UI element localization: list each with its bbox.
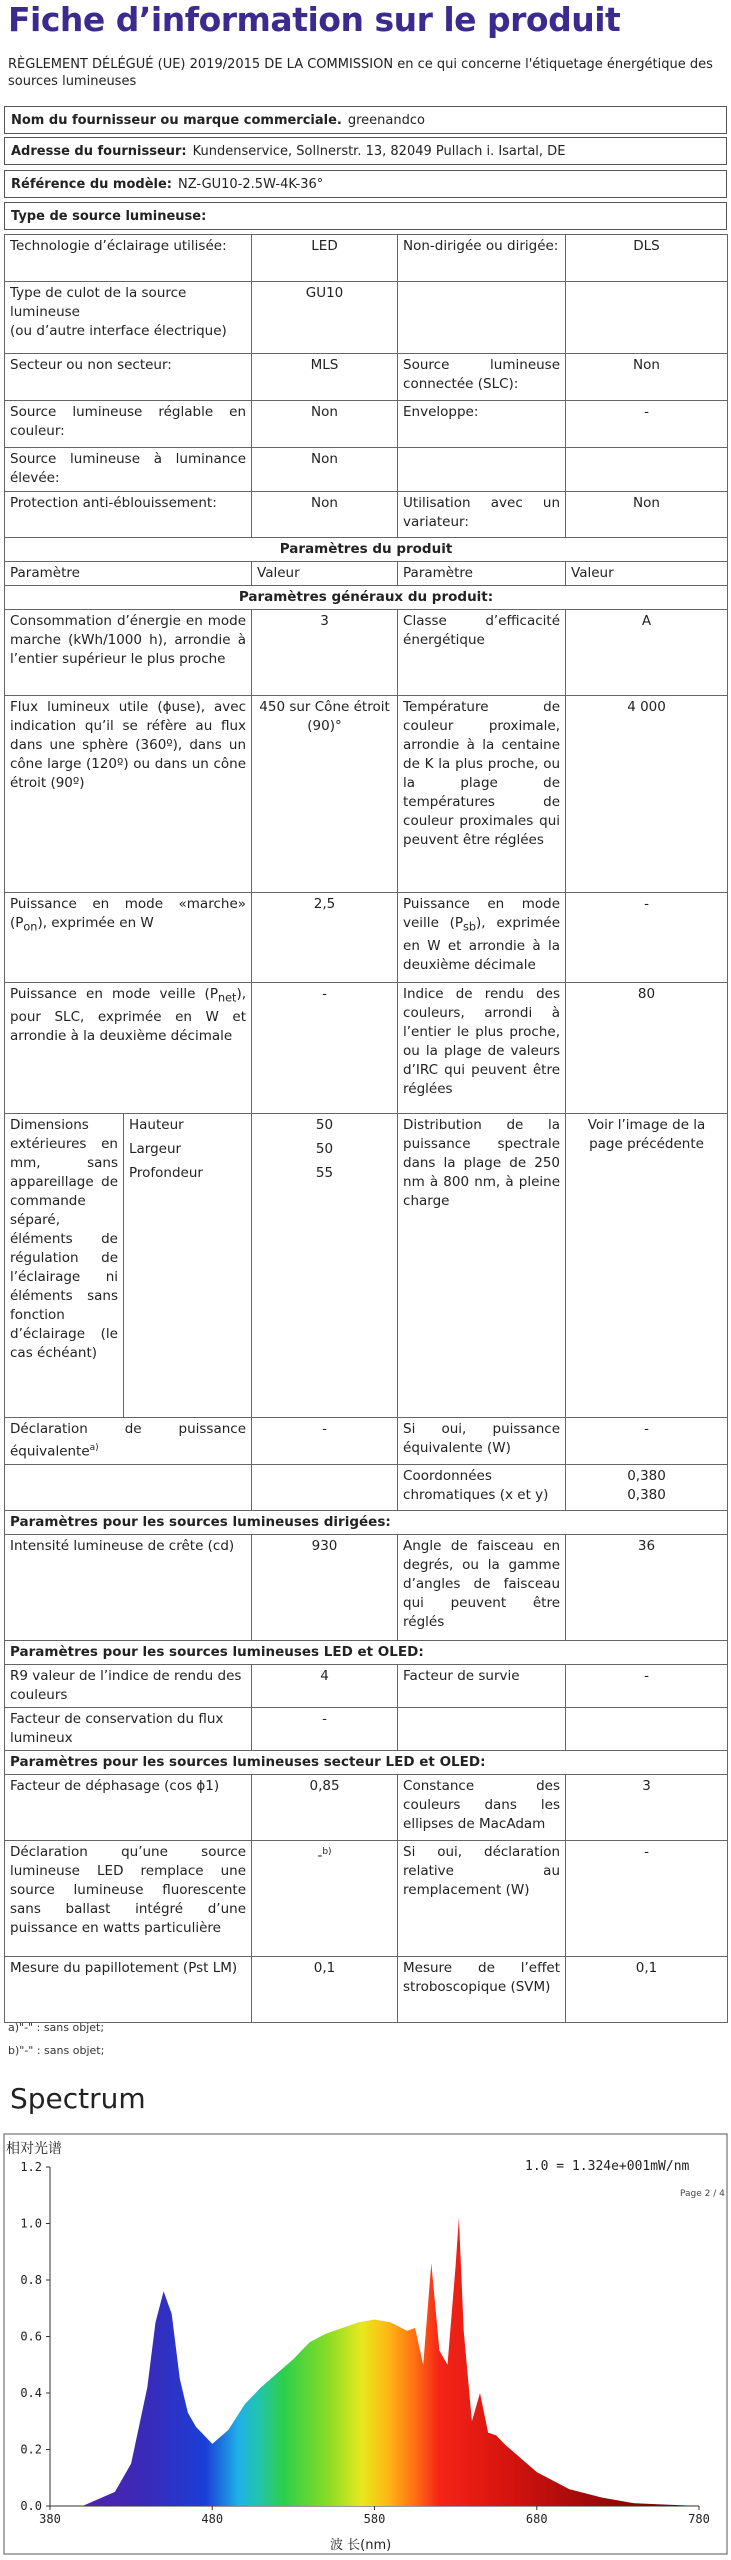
regulation-subtitle: RÈGLEMENT DÉLÉGUÉ (UE) 2019/2015 DE LA COMMISSION en ce qui concerne l'étiquetage énergétique des sources lumineuses [8, 57, 713, 89]
dimensions-label: Dimensions extérieures en mm, sans appareillage de commande séparé, éléments de régulation de l’éclairage ni éléments sans fonction d’éclairage (le cas échéant) [5, 1114, 124, 1418]
replacement-w-label: Si oui, déclaration relative au remplacement (W) [398, 1841, 566, 1957]
width-label: Largeur [124, 1138, 252, 1162]
y-tick-label: 0.6 [20, 2329, 42, 2344]
col-header-value: Valeur [252, 562, 398, 586]
empty-cell [5, 1465, 252, 1511]
empty-cell [566, 1708, 728, 1751]
spec-table [4, 234, 728, 2023]
color-value: Non [252, 401, 398, 448]
hl-value: Non [252, 448, 398, 492]
replacement-label: Déclaration qu’une source lumineuse LED remplace une source lumineuse fluorescente sans ballast intégré d’une puissance en watts particulière [5, 1841, 252, 1957]
width-value: 50 [252, 1138, 398, 1162]
tech-label: Technologie d’éclairage utilisée: [5, 235, 252, 282]
page-title: Fiche d’information sur le produit [8, 0, 621, 39]
led-header: Paramètres pour les sources lumineuses LED et OLED: [5, 1641, 728, 1665]
general-header: Paramètres généraux du produit: [5, 586, 728, 610]
efficiency-class-value: A [566, 610, 728, 696]
y-tick-label: 1.0 [20, 2216, 42, 2231]
beam-angle-label: Angle de faisceau en degrés, ou la gamme d’angles de faisceau qui peuvent être réglés [398, 1535, 566, 1641]
r9-label: R9 valeur de l’indice de rendu des couleurs [5, 1665, 252, 1708]
y-tick-label: 0.4 [20, 2386, 42, 2400]
tech-value: LED [252, 235, 398, 282]
x-tick-label: 580 [363, 2512, 386, 2526]
equiv-label: Déclaration de puissance équivalente$^{a)}$ [5, 1418, 252, 1465]
footnote-b: b)"-" : sans objet; [8, 2044, 105, 2057]
equivw-label: Si oui, puissance équivalente (W) [398, 1418, 566, 1465]
power-factor-value: 0,85 [252, 1775, 398, 1841]
empty-cell [566, 448, 728, 492]
glare-label: Protection anti-éblouissement: [5, 492, 252, 538]
empty-cell [566, 282, 728, 354]
flicker-label: Mesure du papillotement (Pst LM) [5, 1957, 252, 2023]
y-tick-label: 0.0 [20, 2499, 42, 2513]
x-tick-label: 780 [688, 2512, 710, 2526]
hl-label: Source lumineuse à luminance élevée: [5, 448, 252, 492]
dim-label: Utilisation avec un variateur: [398, 492, 566, 538]
xy-label: Coordonnées chromatiques (x et y) [398, 1465, 566, 1511]
col-header-param2: Paramètre [398, 562, 566, 586]
cri-label: Indice de rendu des couleurs, arrondi à l’entier le plus proche, ou la plage de valeurs d’IRC qui peuvent être réglées [398, 983, 566, 1114]
height-value: 50 [252, 1114, 398, 1138]
stroboscopic-value: 0,1 [566, 1957, 728, 2023]
params-header: Paramètres du produit [5, 538, 728, 562]
cap-label: Type de culot de la source lumineuse (ou d’autre interface électrique) [5, 282, 252, 354]
x-axis-label: 波 长(nm) [330, 2538, 392, 2553]
spd-value: Voir l’image de la page précédente [566, 1114, 728, 1418]
psb-label: Puissance en mode veille $(P_{sb})$, exprimée en W et arrondie à la deuxième décimale [398, 893, 566, 983]
spectrum-heading: Spectrum [10, 2082, 146, 2115]
x-tick-label: 480 [201, 2512, 224, 2526]
cct-label: Température de couleur proximale, arrondie à la centaine de K la plus proche, ou la plage de températures de couleur proximales qui peuvent être réglées [398, 696, 566, 893]
slc-value: Non [566, 354, 728, 401]
y-tick-label: 0.8 [20, 2273, 42, 2287]
r9-value: 4 [252, 1665, 398, 1708]
supplier-value: greenandco [347, 112, 425, 128]
beam-angle-value: 36 [566, 1535, 728, 1641]
page-indicator: Page 2 / 4 [680, 2189, 725, 2199]
maintenance-value: - [252, 1708, 398, 1751]
survival-value: - [566, 1665, 728, 1708]
psb-value: - [566, 893, 728, 983]
env-value: - [566, 401, 728, 448]
footnote-a: a)"-" : sans objet; [8, 2021, 105, 2034]
macadam-value: 3 [566, 1775, 728, 1841]
empty-cell [398, 282, 566, 354]
type-header: Type de source lumineuse: [4, 202, 727, 230]
x-tick-label: 680 [525, 2512, 548, 2526]
supplier-label: Nom du fournisseur ou marque commerciale. [11, 112, 342, 128]
peak-intensity-value: 930 [252, 1535, 398, 1641]
y-tick-label: 0.2 [20, 2442, 42, 2457]
cct-value: 4 000 [566, 696, 728, 893]
flux-label: Flux lumineux utile (ϕuse), avec indication qu’il se réfère au flux dans une sphère (360º), dans un cône large (120º) ou dans un cône étroit (90º) [5, 696, 252, 893]
glare-value: Non [252, 492, 398, 538]
power-factor-label: Facteur de déphasage (cos ϕ1) [5, 1775, 252, 1841]
nondir-label: Non-dirigée ou dirigée: [398, 235, 566, 282]
y-tick-label: 1.2 [20, 2160, 42, 2174]
replacement-w-value: - [566, 1841, 728, 1957]
height-label: Hauteur [124, 1114, 252, 1138]
consumption-label: Consommation d’énergie en mode marche (kWh/1000 h), arrondie à l’entier supérieur le plus proche [5, 610, 252, 696]
address-value: Kundenservice, Sollnerstr. 13, 82049 Pullach i. Isartal, DE [192, 143, 566, 159]
spd-label: Distribution de la puissance spectrale dans la plage de 250 nm à 800 nm, à pleine charge [398, 1114, 566, 1418]
address-row [4, 137, 727, 165]
color-label: Source lumineuse réglable en couleur: [5, 401, 252, 448]
pon-value: 2,5 [252, 893, 398, 983]
slc-label: Source lumineuse connectée (SLC): [398, 354, 566, 401]
peak-intensity-label: Intensité lumineuse de crête (cd) [5, 1535, 252, 1641]
cap-value: GU10 [252, 282, 398, 354]
stroboscopic-label: Mesure de l’effet stroboscopique (SVM) [398, 1957, 566, 2023]
efficiency-class-label: Classe d’efficacité énergétique [398, 610, 566, 696]
pon-label: Puissance en mode «marche» $(P_{on})$, exprimée en W [5, 893, 252, 983]
empty-cell [398, 448, 566, 492]
env-label: Enveloppe: [398, 401, 566, 448]
flux-value: 450 sur Cône étroit (90)° [252, 696, 398, 893]
cri-value: 80 [566, 983, 728, 1114]
chart-title: 相对光谱 [6, 2141, 62, 2157]
empty-cell [252, 1465, 398, 1511]
address-label: Adresse du fournisseur: [11, 143, 187, 159]
macadam-label: Constance des couleurs dans les ellipses de MacAdam [398, 1775, 566, 1841]
chart-annotation: 1.0 = 1.324e+001mW/nm [525, 2159, 690, 2174]
xy-value: 0,380 0,380 [566, 1465, 728, 1511]
dim-value: Non [566, 492, 728, 538]
col-header-value2: Valeur [566, 562, 728, 586]
flicker-value: 0,1 [252, 1957, 398, 2023]
maintenance-label: Facteur de conservation du flux lumineux [5, 1708, 252, 1751]
col-header-param: Paramètre [5, 562, 252, 586]
mains-header: Paramètres pour les sources lumineuses secteur LED et OLED: [5, 1751, 728, 1775]
pnet-label: Puissance en mode veille $(P_{net})$, pour SLC, exprimée en W et arrondie à la deuxième décimale [5, 983, 252, 1114]
nondir-value: DLS [566, 235, 728, 282]
model-row [4, 170, 727, 198]
survival-label: Facteur de survie [398, 1665, 566, 1708]
directional-header: Paramètres pour les sources lumineuses dirigées: [5, 1511, 728, 1535]
mains-value: MLS [252, 354, 398, 401]
consumption-value: 3 [252, 610, 398, 696]
model-label: Référence du modèle: [11, 176, 172, 192]
x-tick-label: 380 [39, 2512, 61, 2526]
empty-cell [398, 1708, 566, 1751]
depth-label: Profondeur [124, 1162, 252, 1418]
mains-label: Secteur ou non secteur: [5, 354, 252, 401]
supplier-row [4, 106, 727, 134]
equivw-value: - [566, 1418, 728, 1465]
equiv-value: - [252, 1418, 398, 1465]
model-value: NZ-GU10-2.5W-4K-36° [178, 176, 324, 192]
spectrum-chart [0, 2130, 731, 2560]
replacement-value: -$^{b)}$ [252, 1841, 398, 1957]
pnet-value: - [252, 983, 398, 1114]
depth-value: 55 [252, 1162, 398, 1418]
